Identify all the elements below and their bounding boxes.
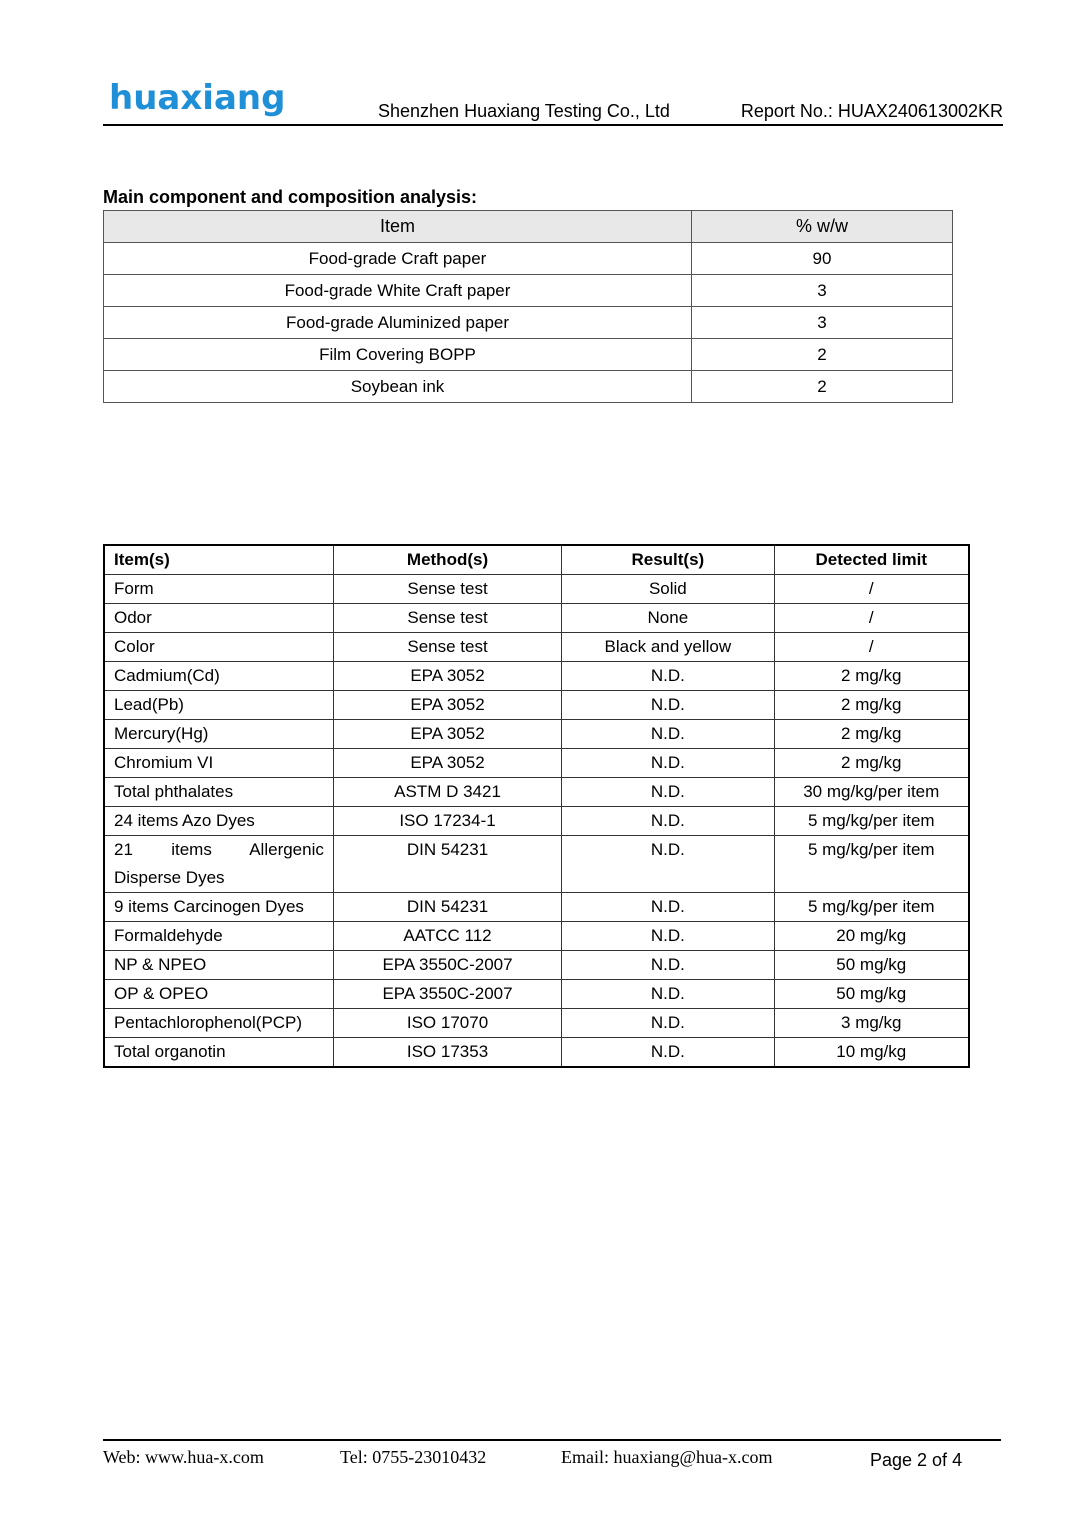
test-item: Total organotin [104,1038,333,1068]
test-item: Color [104,633,333,662]
test-method: EPA 3550C-2007 [333,951,561,980]
test-method: EPA 3550C-2007 [333,980,561,1009]
test-method: EPA 3052 [333,691,561,720]
component-name: Food-grade White Craft paper [104,275,692,307]
test-detected-limit: / [774,633,969,662]
test-result: N.D. [562,807,774,836]
table-row [104,575,969,604]
table-row [104,633,969,662]
section-title: Main component and composition analysis: [103,187,478,207]
column-header-percent: % w/w [692,211,953,243]
test-detected-limit: 30 mg/kg/per item [774,778,969,807]
company-name: Shenzhen Huaxiang Testing Co., Ltd [378,101,670,121]
test-detected-limit: 50 mg/kg [774,980,969,1009]
company-logo: huaxiang [109,78,286,118]
test-detected-limit: 2 mg/kg [774,691,969,720]
test-detected-limit: 5 mg/kg/per item [774,807,969,836]
column-header-item: Item [104,211,692,243]
test-result: N.D. [562,662,774,691]
test-item: OP & OPEO [104,980,333,1009]
test-method: EPA 3052 [333,662,561,691]
component-percent: 3 [692,275,953,307]
table-row [104,951,969,980]
column-header-detected-limit: Detected limit [774,545,969,575]
table-row [104,1009,969,1038]
table-row [104,720,969,749]
test-item: 21 items Allergenic Disperse Dyes [104,836,333,893]
test-detected-limit: / [774,604,969,633]
test-item: 24 items Azo Dyes [104,807,333,836]
test-result: None [562,604,774,633]
table-row [104,307,953,339]
footer-web: Web: www.hua-x.com [103,1447,264,1467]
table-row [104,807,969,836]
test-method: Sense test [333,604,561,633]
test-result: N.D. [562,1038,774,1068]
table-row [104,243,953,275]
test-detected-limit: 20 mg/kg [774,922,969,951]
footer-tel: Tel: 0755-23010432 [340,1447,487,1467]
test-detected-limit: / [774,575,969,604]
test-method: Sense test [333,575,561,604]
test-item: Cadmium(Cd) [104,662,333,691]
table-row [104,339,953,371]
test-item: Odor [104,604,333,633]
test-result: N.D. [562,922,774,951]
test-method: EPA 3052 [333,720,561,749]
table-row [104,662,969,691]
table-row [104,691,969,720]
table-row [104,1038,969,1068]
test-result: Black and yellow [562,633,774,662]
test-result: N.D. [562,720,774,749]
test-detected-limit: 2 mg/kg [774,749,969,778]
composition-header-row [104,211,953,243]
test-result: Solid [562,575,774,604]
test-item: Mercury(Hg) [104,720,333,749]
test-result: N.D. [562,691,774,720]
component-percent: 2 [692,339,953,371]
test-item: Pentachlorophenol(PCP) [104,1009,333,1038]
component-name: Food-grade Craft paper [104,243,692,275]
composition-table [103,210,953,403]
test-method: DIN 54231 [333,893,561,922]
test-detected-limit: 5 mg/kg/per item [774,836,969,893]
test-method: ISO 17070 [333,1009,561,1038]
page-footer [103,1439,1001,1470]
column-header-items: Item(s) [104,545,333,575]
test-detected-limit: 2 mg/kg [774,720,969,749]
test-header-row [104,545,969,575]
test-detected-limit: 2 mg/kg [774,662,969,691]
test-item: Total phthalates [104,778,333,807]
test-method: DIN 54231 [333,836,561,893]
test-item: Chromium VI [104,749,333,778]
component-name: Food-grade Aluminized paper [104,307,692,339]
test-item: Formaldehyde [104,922,333,951]
table-row [104,836,969,893]
test-result: N.D. [562,951,774,980]
page-number: Page 2 of 4 [870,1450,963,1470]
column-header-results: Result(s) [562,545,774,575]
column-header-methods: Method(s) [333,545,561,575]
table-row [104,749,969,778]
test-detected-limit: 10 mg/kg [774,1038,969,1068]
component-name: Soybean ink [104,371,692,403]
test-method: ISO 17234-1 [333,807,561,836]
table-row [104,893,969,922]
test-result: N.D. [562,836,774,893]
table-row [104,371,953,403]
test-item: Lead(Pb) [104,691,333,720]
test-method: AATCC 112 [333,922,561,951]
test-method: Sense test [333,633,561,662]
test-detected-limit: 5 mg/kg/per item [774,893,969,922]
test-result: N.D. [562,980,774,1009]
test-results-table [103,544,970,1068]
test-result: N.D. [562,778,774,807]
report-number: Report No.: HUAX240613002KR [740,101,1003,121]
test-result: N.D. [562,749,774,778]
test-method: ASTM D 3421 [333,778,561,807]
component-percent: 2 [692,371,953,403]
component-percent: 3 [692,307,953,339]
page-header [103,78,1003,126]
component-percent: 90 [692,243,953,275]
test-item: Form [104,575,333,604]
test-method: EPA 3052 [333,749,561,778]
table-row [104,980,969,1009]
test-detected-limit: 50 mg/kg [774,951,969,980]
test-item: 9 items Carcinogen Dyes [104,893,333,922]
test-item: NP & NPEO [104,951,333,980]
footer-email: Email: huaxiang@hua-x.com [561,1447,773,1467]
test-detected-limit: 3 mg/kg [774,1009,969,1038]
table-row [104,922,969,951]
component-name: Film Covering BOPP [104,339,692,371]
table-row [104,778,969,807]
test-result: N.D. [562,893,774,922]
table-row [104,604,969,633]
test-method: ISO 17353 [333,1038,561,1068]
test-result: N.D. [562,1009,774,1038]
table-row [104,275,953,307]
